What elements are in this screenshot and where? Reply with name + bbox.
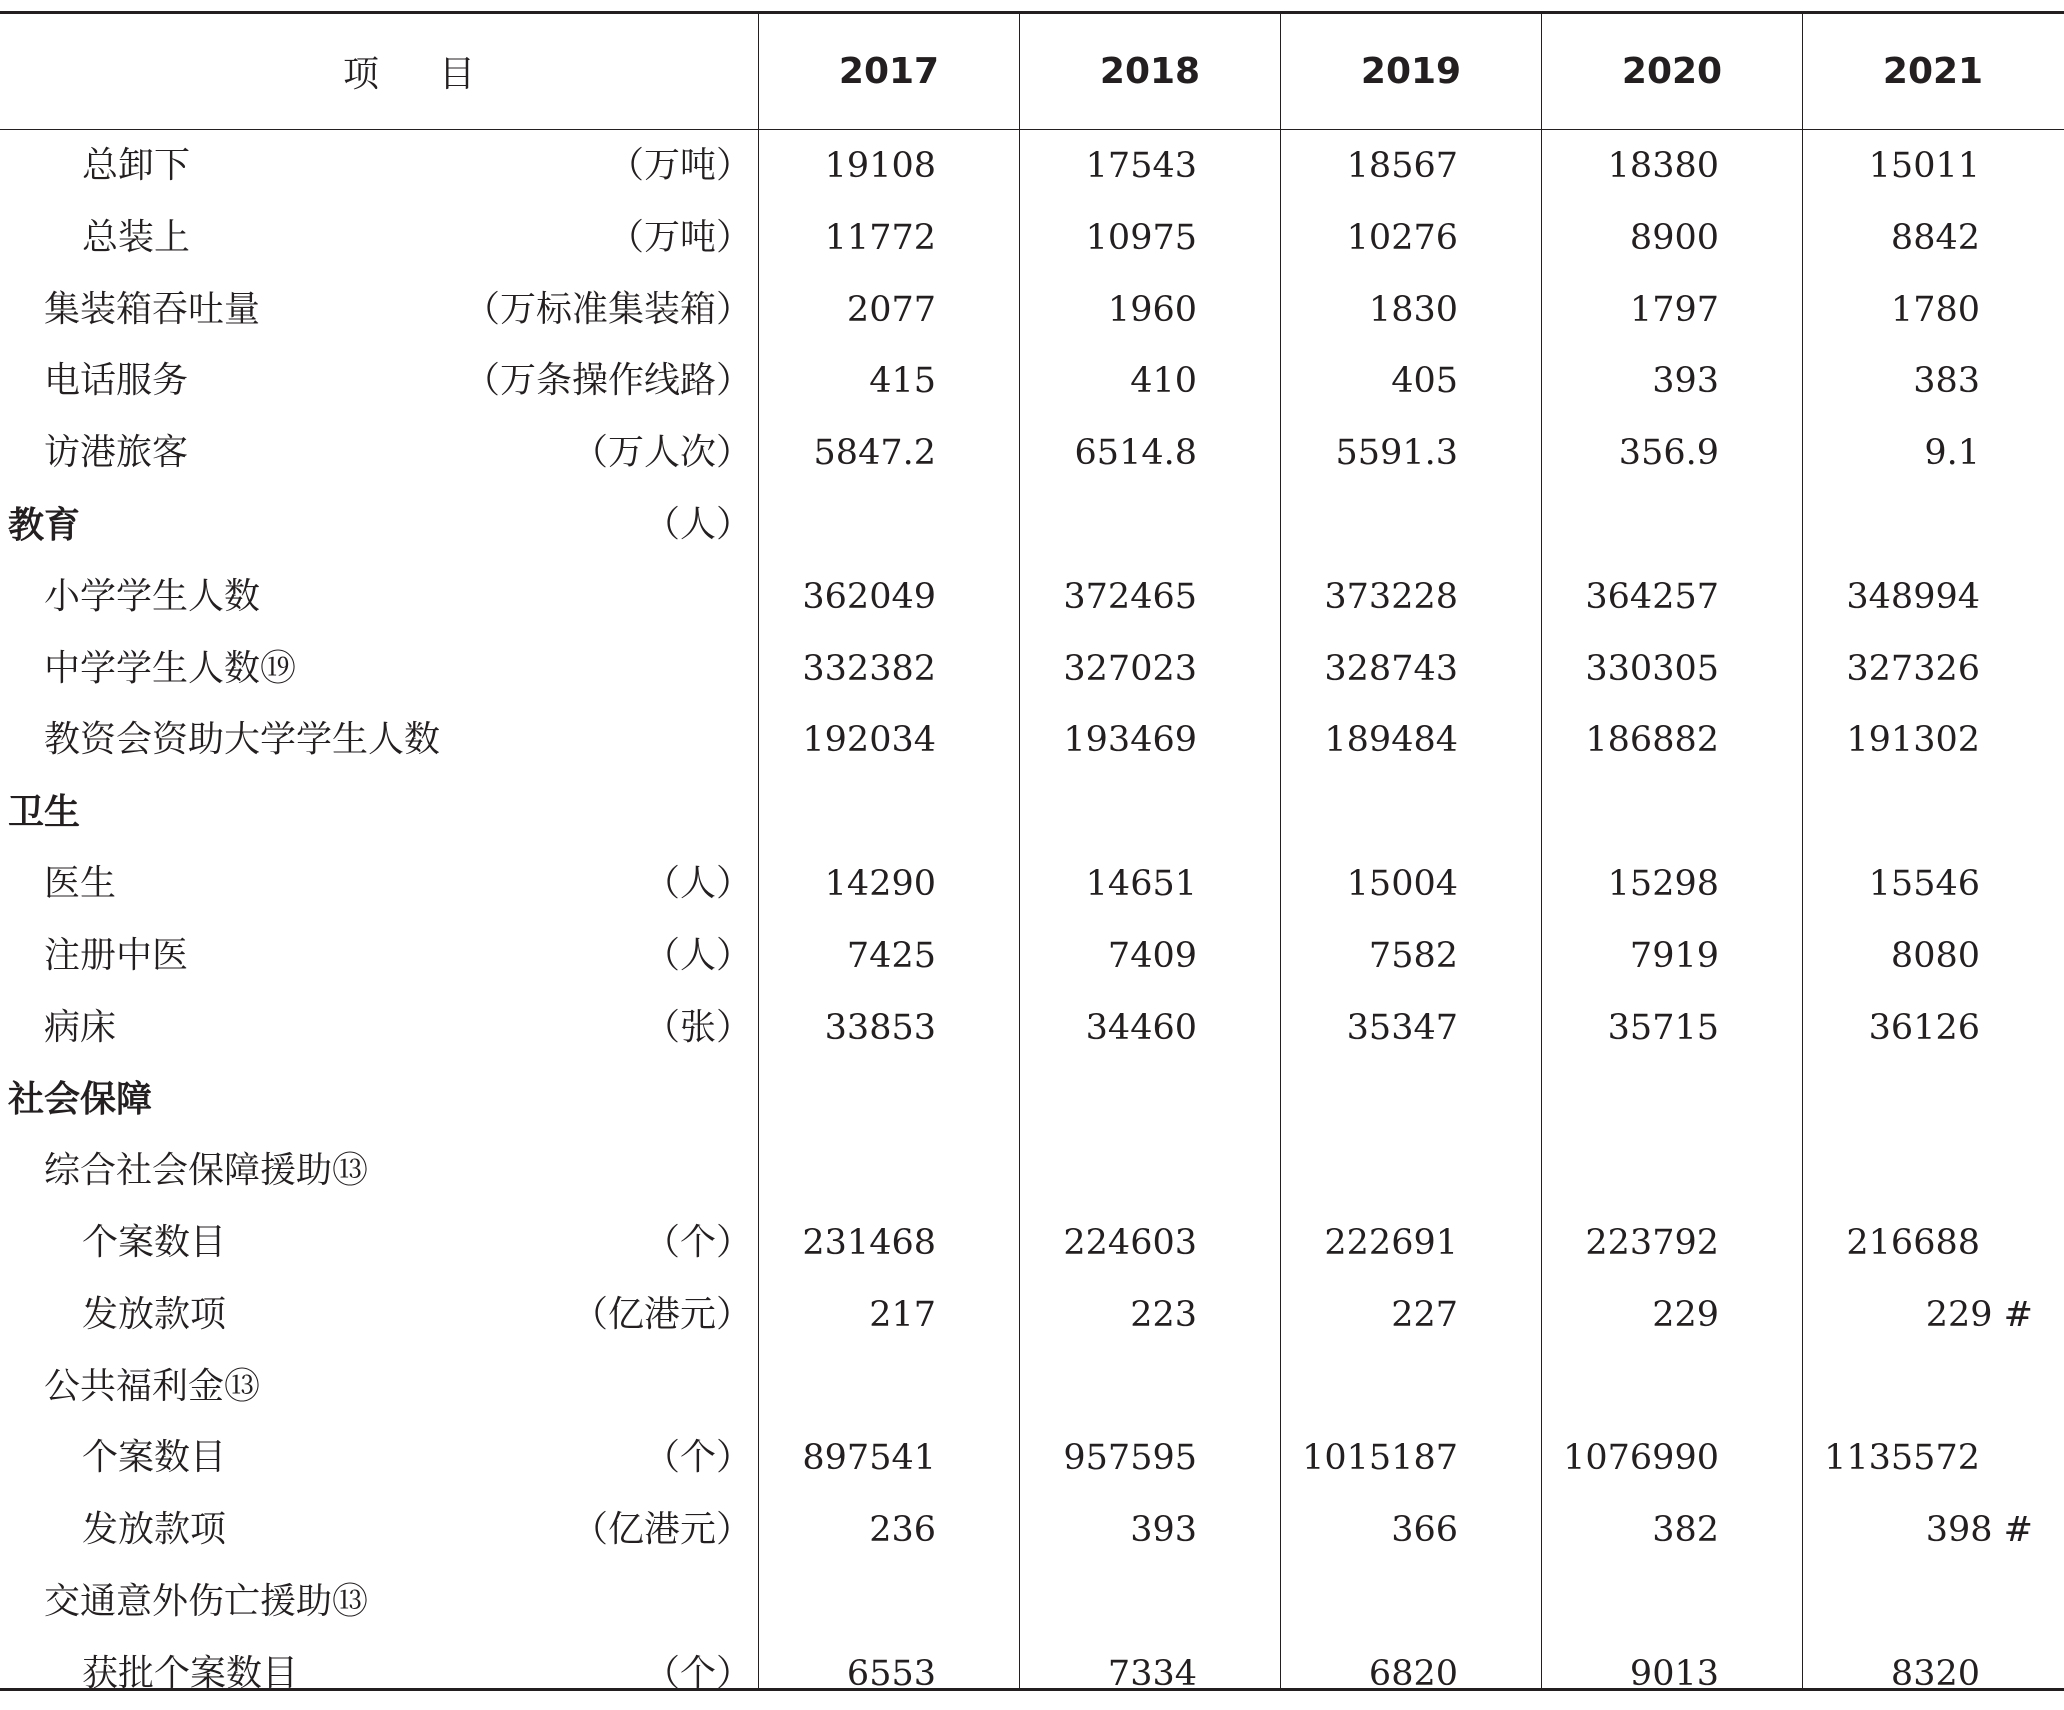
cell-2020: 1797 <box>1629 289 1719 330</box>
cell-2018: 372465 <box>1063 576 1197 617</box>
cell-2021: 348994 <box>1846 576 1980 617</box>
cell-2018: 1960 <box>1107 289 1197 330</box>
cell-2020: 382 <box>1652 1510 1719 1551</box>
cell-2018: 6514.8 <box>1074 433 1197 474</box>
table-row <box>0 1566 2064 1638</box>
cell-2021: 9.1 <box>1924 433 1980 474</box>
table-row <box>0 848 2064 920</box>
table-row <box>0 1351 2064 1423</box>
cell-2017: 6553 <box>846 1653 936 1694</box>
row-unit: （张） <box>643 1006 752 1048</box>
header-item: 项目 <box>342 53 535 95</box>
header-year-2019: 2019 <box>1360 50 1462 92</box>
cell-2020: 364257 <box>1585 576 1719 617</box>
table-row <box>0 1135 2064 1207</box>
row-unit: （亿港元） <box>571 1293 752 1335</box>
cell-2020: 229 <box>1652 1294 1719 1335</box>
row-unit: （个） <box>643 1652 752 1694</box>
cell-2019: 35347 <box>1346 1007 1458 1048</box>
cell-2017: 897541 <box>802 1438 936 1479</box>
cell-2017: 236 <box>869 1510 936 1551</box>
cell-2020: 8900 <box>1629 217 1719 258</box>
cell-2021: 383 <box>1913 361 1980 402</box>
cell-2018: 7334 <box>1107 1653 1197 1694</box>
cell-2020: 9013 <box>1629 1653 1719 1694</box>
row-label: 发放款项 <box>82 1293 227 1335</box>
cell-2020: 223792 <box>1585 1223 1719 1263</box>
row-label: 集装箱吞吐量 <box>44 288 261 330</box>
table-row <box>0 130 2064 202</box>
header-year-2018: 2018 <box>1099 50 1201 92</box>
row-unit: （个） <box>643 1437 752 1479</box>
cell-2017: 7425 <box>846 935 936 976</box>
table-row <box>0 345 2064 417</box>
cell-2017: 2077 <box>846 289 936 330</box>
cell-2017: 217 <box>869 1294 936 1335</box>
cell-2021: 191302 <box>1846 720 1980 761</box>
table-row <box>0 1638 2064 1710</box>
table-row <box>0 202 2064 274</box>
table-row <box>0 561 2064 633</box>
cell-2020: 1076990 <box>1563 1438 1719 1479</box>
row-unit: （人） <box>643 863 752 904</box>
row-label: 综合社会保障援助⑬ <box>44 1150 369 1192</box>
row-unit: （亿港元） <box>571 1509 752 1551</box>
row-unit: （万吨） <box>607 216 752 258</box>
table-row <box>0 489 2064 561</box>
cell-2019: 7582 <box>1368 935 1458 976</box>
cell-2018: 393 <box>1130 1510 1197 1551</box>
cell-2017: 11772 <box>824 217 936 258</box>
cell-2018: 14651 <box>1085 864 1197 904</box>
row-label: 总卸下 <box>82 145 191 186</box>
cell-2020: 35715 <box>1607 1007 1719 1048</box>
cell-2017: 332382 <box>802 648 936 689</box>
table-row <box>0 1422 2064 1494</box>
cell-2020: 330305 <box>1585 648 1719 689</box>
cell-2019: 328743 <box>1324 648 1458 689</box>
cell-2018: 193469 <box>1063 720 1197 761</box>
cell-2021: 229 # <box>1925 1294 2033 1335</box>
row-label: 访港旅客 <box>44 432 189 474</box>
table-row <box>0 992 2064 1064</box>
cell-2021: 327326 <box>1846 648 1980 689</box>
cell-2021: 216688 <box>1846 1223 1980 1263</box>
cell-2019: 222691 <box>1324 1223 1458 1263</box>
row-unit: （万吨） <box>607 145 752 186</box>
cell-2017: 415 <box>869 361 936 402</box>
row-label: 总装上 <box>82 216 191 258</box>
row-label: 个案数目 <box>82 1222 227 1263</box>
cell-2018: 10975 <box>1085 217 1197 258</box>
cell-2019: 405 <box>1391 361 1458 402</box>
row-label: 交通意外伤亡援助⑬ <box>44 1581 369 1622</box>
cell-2019: 10276 <box>1346 217 1458 258</box>
cell-2021: 36126 <box>1868 1007 1980 1048</box>
cell-2021: 398 # <box>1925 1510 2033 1551</box>
row-label: 教资会资助大学学生人数 <box>44 719 441 761</box>
table-row <box>0 776 2064 848</box>
table-row <box>0 274 2064 346</box>
cell-2019: 5591.3 <box>1335 433 1458 474</box>
cell-2018: 224603 <box>1063 1223 1197 1263</box>
table-row <box>0 1279 2064 1351</box>
row-label: 公共福利金⑬ <box>44 1365 261 1407</box>
cell-2019: 6820 <box>1368 1653 1458 1694</box>
table-row <box>0 920 2064 992</box>
row-label: 获批个案数目 <box>82 1652 299 1694</box>
cell-2019: 1015187 <box>1302 1438 1458 1479</box>
cell-2018: 327023 <box>1063 648 1197 689</box>
cell-2017: 19108 <box>824 146 936 186</box>
cell-2018: 34460 <box>1085 1007 1197 1048</box>
cell-2017: 14290 <box>824 864 936 904</box>
row-unit: （人） <box>643 934 752 976</box>
row-label: 发放款项 <box>82 1509 227 1551</box>
row-unit: （万条操作线路） <box>463 360 752 402</box>
header-year-2021: 2021 <box>1882 50 1984 92</box>
cell-2020: 18380 <box>1607 146 1719 186</box>
cell-2017: 231468 <box>802 1223 936 1263</box>
cell-2017: 362049 <box>802 576 936 617</box>
row-label: 卫生 <box>8 791 81 834</box>
row-label: 社会保障 <box>8 1078 153 1121</box>
cell-2020: 186882 <box>1585 720 1719 761</box>
header-year-2017: 2017 <box>838 50 940 92</box>
cell-2020: 15298 <box>1607 864 1719 904</box>
row-label: 小学学生人数 <box>44 575 261 617</box>
row-label: 电话服务 <box>44 360 189 402</box>
table-row <box>0 704 2064 776</box>
cell-2017: 5847.2 <box>813 433 936 474</box>
row-label: 病床 <box>44 1006 117 1048</box>
cell-2020: 356.9 <box>1618 433 1719 474</box>
table-row <box>0 1207 2064 1279</box>
cell-2019: 227 <box>1391 1294 1458 1335</box>
row-unit: （人） <box>643 504 752 545</box>
cell-2019: 1830 <box>1368 289 1458 330</box>
cell-2021: 1780 <box>1890 289 1980 330</box>
cell-2021: 1135572 <box>1824 1438 1980 1479</box>
cell-2017: 33853 <box>824 1007 936 1048</box>
cell-2021: 8842 <box>1890 217 1980 258</box>
cell-2020: 7919 <box>1629 935 1719 976</box>
cell-2018: 7409 <box>1107 935 1197 976</box>
table-row <box>0 417 2064 489</box>
cell-2018: 957595 <box>1063 1438 1197 1479</box>
cell-2021: 15011 <box>1868 146 1980 186</box>
header-year-2020: 2020 <box>1621 50 1723 92</box>
row-label: 注册中医 <box>44 934 189 976</box>
cell-2019: 366 <box>1391 1510 1458 1551</box>
cell-2019: 373228 <box>1324 576 1458 617</box>
cell-2019: 15004 <box>1346 864 1458 904</box>
table-row <box>0 1063 2064 1135</box>
cell-2019: 18567 <box>1346 146 1458 186</box>
row-label: 中学学生人数⑲ <box>44 647 297 689</box>
cell-2021: 8320 <box>1890 1653 1980 1694</box>
row-unit: （万人次） <box>571 432 752 474</box>
table-row <box>0 633 2064 705</box>
cell-2018: 223 <box>1130 1294 1197 1335</box>
cell-2021: 8080 <box>1890 935 1980 976</box>
row-label: 个案数目 <box>82 1437 227 1479</box>
cell-2020: 393 <box>1652 361 1719 402</box>
cell-2018: 410 <box>1130 361 1197 402</box>
row-unit: （万标准集装箱） <box>463 288 752 330</box>
row-unit: （个） <box>643 1222 752 1263</box>
cell-2019: 189484 <box>1324 720 1458 761</box>
row-label: 医生 <box>44 863 117 904</box>
cell-2017: 192034 <box>802 720 936 761</box>
cell-2021: 15546 <box>1868 864 1980 904</box>
table-row <box>0 1494 2064 1566</box>
row-label: 教育 <box>8 504 81 546</box>
cell-2018: 17543 <box>1085 146 1197 186</box>
